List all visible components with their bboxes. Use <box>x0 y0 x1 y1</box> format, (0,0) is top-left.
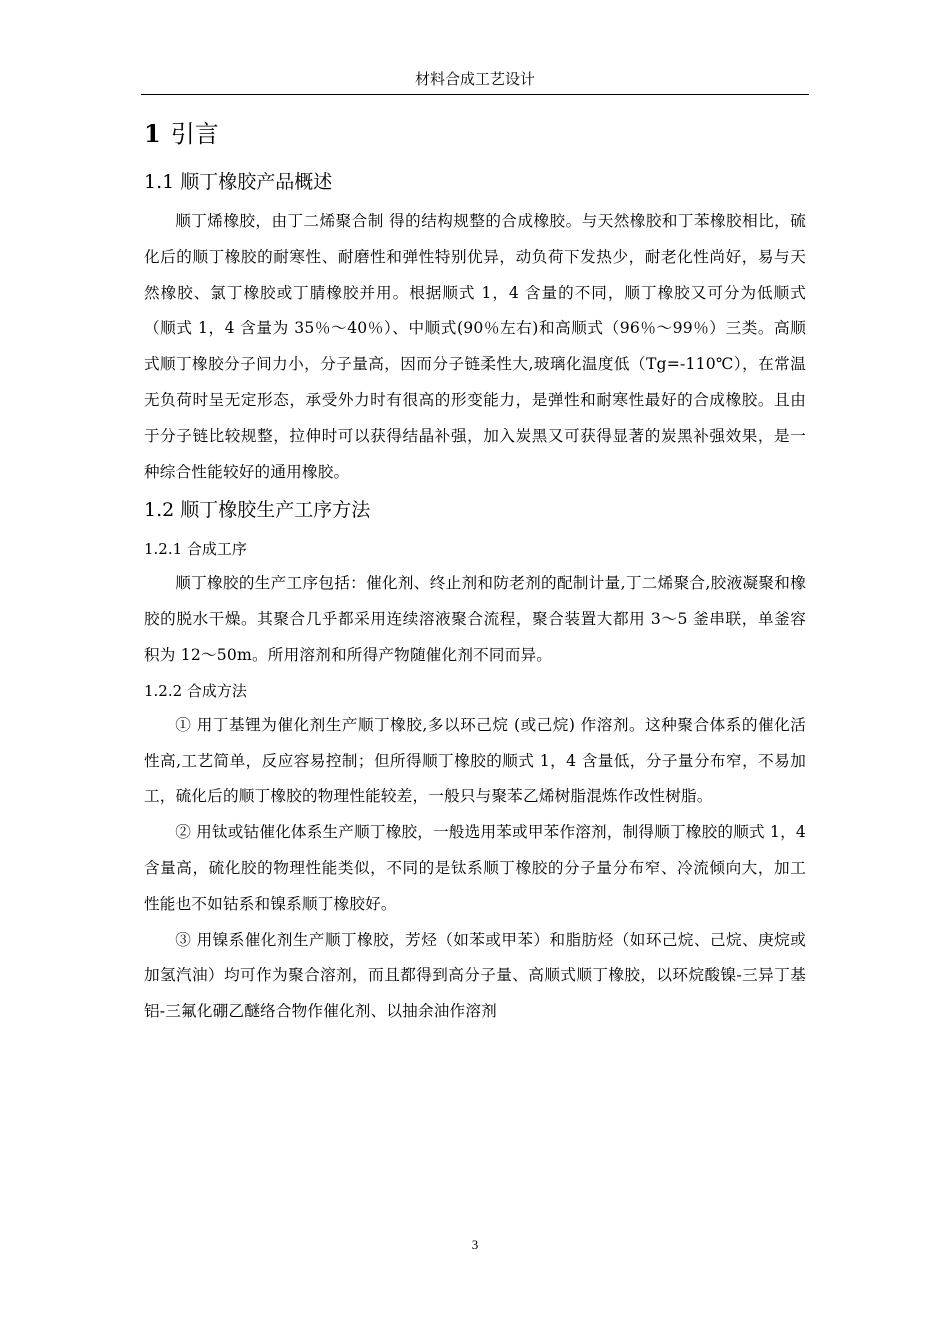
paragraph-product-overview: 顺丁烯橡胶，由丁二烯聚合制 得的结构规整的合成橡胶。与天然橡胶和丁苯橡胶相比，硫化后的顺丁橡胶的耐寒性、耐磨性和弹性特别优异，动负荷下发热少，耐老化性尚好，易与天然橡胶、氯丁橡胶或丁腈橡胶并用。根据顺式 1，4 含量的不同，顺丁橡胶又可分为低顺式（顺式 1，4 含量为 35％～40％）、中顺式(90％左右)和高顺式（96％～99％）三类。高顺式顺丁橡胶分子间力小，分子量高，因而分子链柔性大,玻璃化温度低（Tg=-110℃），在常温无负荷时呈无定形态，承受外力时有很高的形变能力，是弹性和耐寒性最好的合成橡胶。且由于分子链比较规整，拉伸时可以获得结晶补强，加入炭黑又可获得显著的炭黑补强效果，是一种综合性能较好的通用橡胶。 <box>144 212 806 481</box>
header-rule <box>141 94 809 95</box>
page-number: 3 <box>471 1237 479 1252</box>
list-item-method-1: ① 用丁基锂为催化剂生产顺丁橡胶,多以环己烷 (或己烷) 作溶剂。这种聚合体系的催化活性高,工艺简单，反应容易控制；但所得顺丁橡胶的顺式 1，4 含量低，分子量分布窄，不易加工，硫化后的顺丁橡胶的物理性能较差，一般只与聚苯乙烯树脂混炼作改性树脂。 <box>144 715 806 806</box>
page-content <box>144 112 806 1030</box>
running-header: 材料合成工艺设计 <box>414 70 535 88</box>
heading-1-2-2: 1.2.2 合成方法 <box>144 681 247 700</box>
list-item-method-3: ③ 用镍系催化剂生产顺丁橡胶，芳烃（如苯或甲苯）和脂肪烃（如环己烷、己烷、庚烷或加氢汽油）均可作为聚合溶剂，而且都得到高分子量、高顺式顺丁橡胶，以环烷酸镍-三异丁基铝-三氟化硼乙醚络合物作催化剂、以抽余油作溶剂 <box>144 930 806 1021</box>
section-heading-1 <box>144 112 806 156</box>
heading-1-1: 1.1 顺丁橡胶产品概述 <box>144 171 333 193</box>
list-item-method-2: ② 用钛或钴催化体系生产顺丁橡胶，一般选用苯或甲苯作溶剂，制得顺丁橡胶的顺式 1，4 含量高，硫化胶的物理性能类似，不同的是钛系顺丁橡胶的分子量分布窄、冷流倾向大，加工性能也不如钴系和镍系顺丁橡胶好。 <box>144 823 806 913</box>
paragraph-synthesis-process: 顺丁橡胶的生产工序包括：催化剂、终止剂和防老剂的配制计量,丁二烯聚合,胶液凝聚和橡胶的脱水干燥。其聚合几乎都采用连续溶液聚合流程，聚合装置大都用 3～5 釜串联，单釜容积为 12～50m。所用溶剂和所得产物随催化剂不同而异。 <box>144 574 806 664</box>
heading-1-2: 1.2 顺丁橡胶生产工序方法 <box>144 499 371 522</box>
section-number: 1 <box>144 119 161 148</box>
section-title: 引言 <box>170 120 219 148</box>
heading-1-2-1: 1.2.1 合成工序 <box>144 540 247 559</box>
